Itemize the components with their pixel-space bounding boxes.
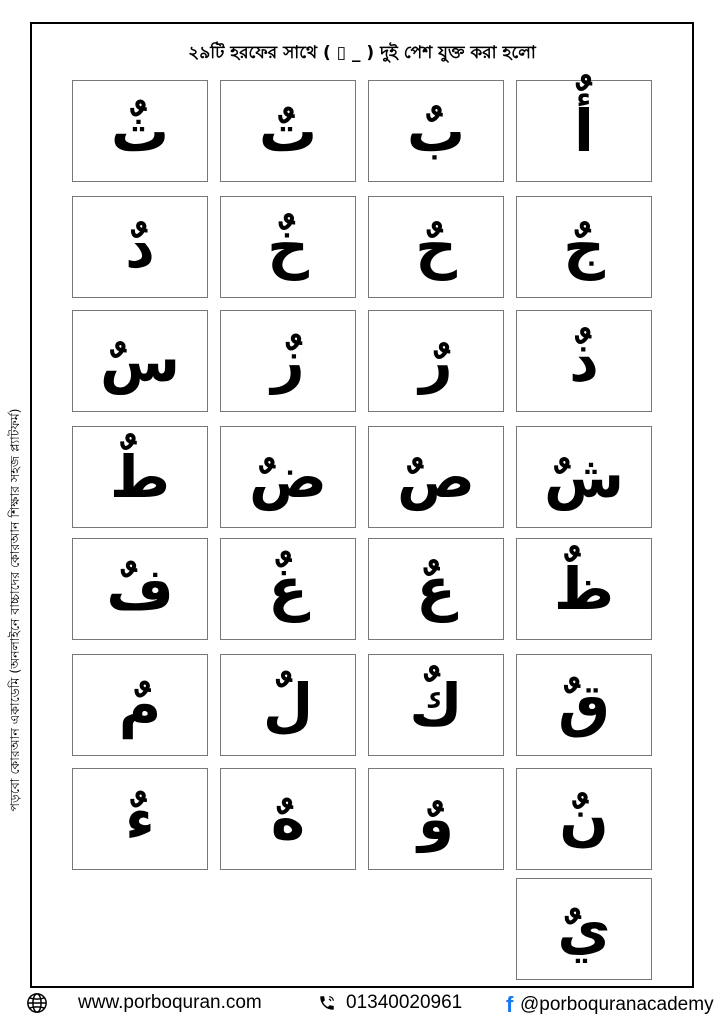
letter-cell: [72, 538, 208, 640]
letter: زٌ: [271, 327, 305, 395]
letter: صٌ: [396, 443, 476, 511]
letter-cell: [368, 768, 504, 870]
facebook-icon: f: [506, 992, 514, 1017]
letter: رٌ: [419, 327, 453, 395]
letter-cell: [72, 80, 208, 182]
letter-cell: [368, 538, 504, 640]
letter-cell: [72, 310, 208, 412]
letter: حٌ: [415, 213, 457, 281]
letter-grid: [72, 80, 652, 980]
letter: شٌ: [543, 443, 625, 511]
letter-cell: [72, 426, 208, 528]
facebook-text: @porboquranacademy: [520, 994, 714, 1015]
page-title: ২৯টি হরফের সাথে ( ▯ _ ) দুই পেশ যুক্ত করা হলো: [188, 43, 536, 63]
letter-cell: [72, 768, 208, 870]
letter-cell: [220, 426, 356, 528]
letter-cell: [72, 196, 208, 298]
letter: يٌ: [557, 895, 611, 963]
letter: عٌ: [416, 555, 456, 623]
letter: دٌ: [125, 213, 155, 281]
letter: مٌ: [118, 671, 162, 739]
letter: وٌ: [417, 785, 455, 853]
letter-cell: [220, 768, 356, 870]
letter-cell: [516, 538, 652, 640]
letter: كٌ: [409, 671, 463, 739]
letter-cell: [516, 80, 652, 182]
letter: ظٌ: [553, 555, 615, 623]
letter: ثٌ: [110, 97, 170, 165]
letter: أٌ: [574, 97, 594, 165]
letter: فٌ: [106, 555, 174, 623]
letter-cell: [516, 196, 652, 298]
letter: خٌ: [267, 213, 309, 281]
letter: لٌ: [262, 671, 314, 739]
letter: بٌ: [406, 97, 466, 165]
letter-cell: [368, 426, 504, 528]
letter-cell: [72, 654, 208, 756]
letter: قٌ: [558, 671, 610, 739]
letter: هٌ: [270, 785, 306, 853]
letter-cell: [516, 768, 652, 870]
letter-cell: [516, 310, 652, 412]
phone-text: 01340020961: [346, 992, 463, 1013]
phone-icon: [318, 994, 336, 1012]
website-link[interactable]: [26, 992, 262, 1014]
letter: ذٌ: [569, 327, 599, 395]
letter-cell: [516, 654, 652, 756]
letter: غٌ: [268, 555, 308, 623]
website-text: www.porboquran.com: [78, 992, 262, 1013]
footer: [0, 990, 724, 1020]
letter-cell: [368, 196, 504, 298]
letter: ءٌ: [125, 785, 155, 853]
letter-cell: [516, 878, 652, 980]
globe-icon: [26, 992, 48, 1014]
letter-cell: [220, 310, 356, 412]
letter-cell: [368, 654, 504, 756]
letter: جٌ: [563, 213, 605, 281]
side-caption: পড়বো কোরআন একাডেমি (অনলাইনে বাচ্চাদের কোরআন শিক্ষার সহজ প্ল্যাটফর্ম): [7, 408, 22, 812]
letter-cell: [368, 310, 504, 412]
letter-cell: [368, 80, 504, 182]
letter-cell: [220, 538, 356, 640]
phone-link[interactable]: [318, 992, 462, 1014]
facebook-link[interactable]: [506, 992, 714, 1018]
letter: تٌ: [258, 97, 318, 165]
letter-cell: [220, 80, 356, 182]
letter-cell: [220, 196, 356, 298]
letter: ضٌ: [248, 443, 328, 511]
letter-cell: [220, 654, 356, 756]
letter: سٌ: [99, 327, 181, 395]
letter-cell: [516, 426, 652, 528]
letter: طٌ: [109, 443, 171, 511]
letter: نٌ: [559, 785, 609, 853]
